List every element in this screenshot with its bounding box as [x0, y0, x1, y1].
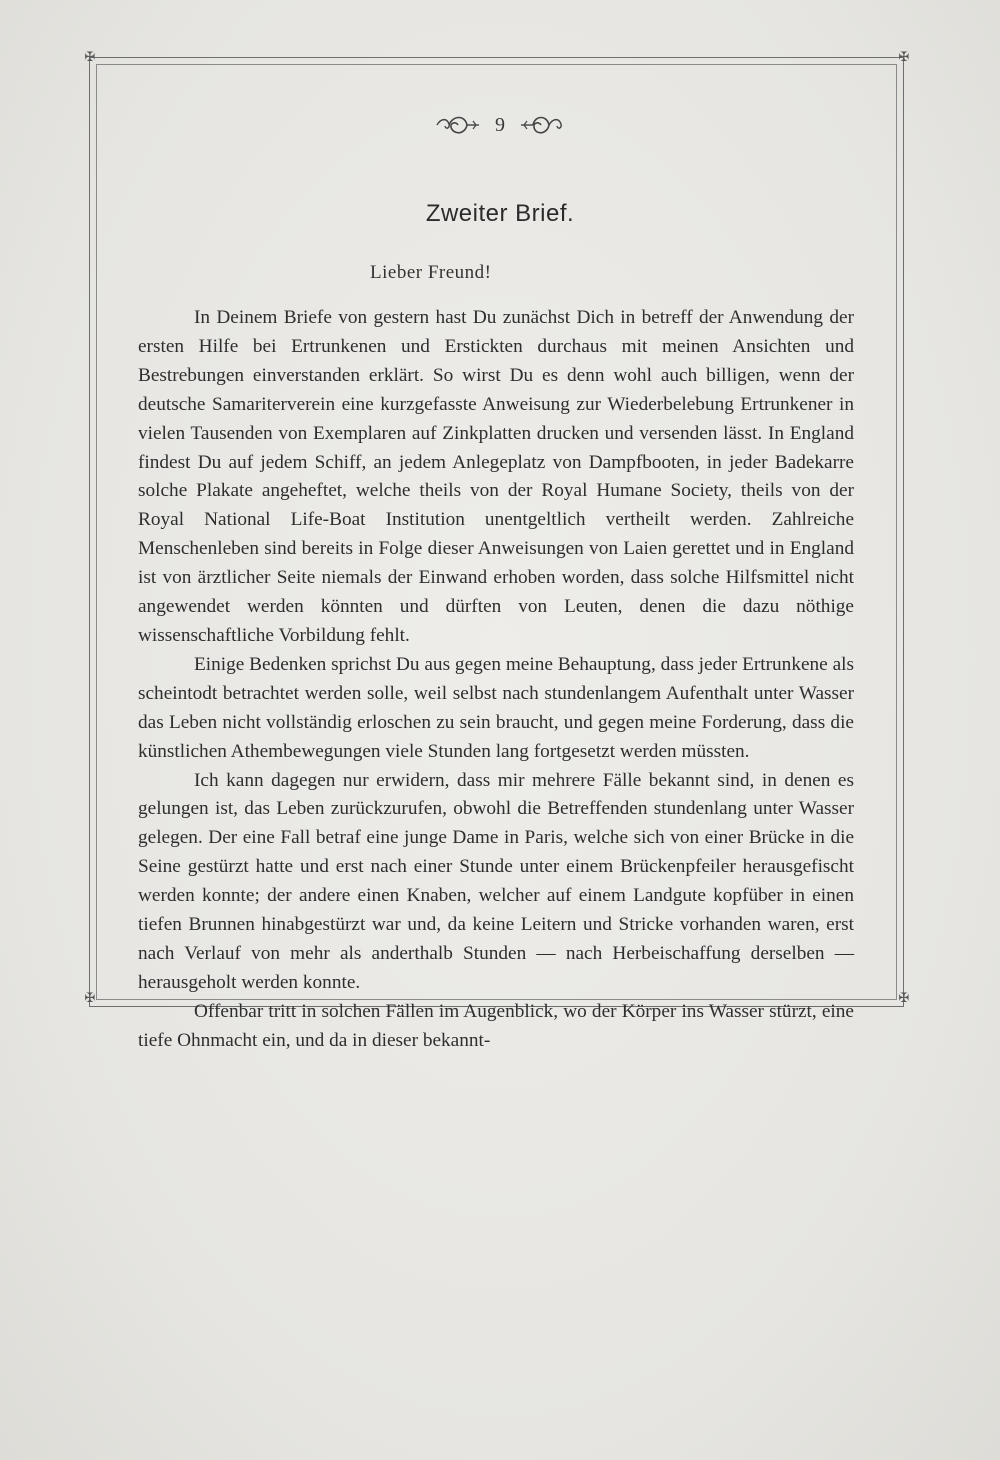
corner-ornament-icon: ✠	[898, 991, 910, 1006]
corner-ornament-icon: ✠	[898, 50, 910, 65]
letter-title: Zweiter Brief.	[425, 200, 575, 227]
paragraph: Ich kann dagegen nur erwidern, dass mir mehrere Fälle bekannt sind, in denen es gelungen ist, das Leben zurückzurufen, obwohl die Betreffenden stundenlang unter Wasser gelegen. Der eine Fall betraf eine junge Dame in Paris, welche sich von einer Brücke in die Seine gestürzt hatte und erst nach einer Stunde unter einem Brückenpfeiler herausgefischt werden konnte; der andere einen Knaben, welcher auf einem Landgute kopfüber in einen tiefen Brunnen hinabgestürzt war und, da keine Leitern und Stricke vorhanden waren, erst nach Verlauf von mehr als anderthalb Stunden — nach Herbeischaffung derselben — herausgeholt werden konnte.	[138, 769, 854, 993]
paragraph: In Deinem Briefe von gestern hast Du zunächst Dich in betreff der Anwendung der ersten Hilfe bei Ertrunkenen und Erstickten durchaus mit meinen Ansichten und Bestrebungen einverstanden erklärt. So wirst Du es denn wohl auch billigen, wenn der deutsche Samariterverein eine kurzgefasste Anweisung zur Wiederbelebung Ertrunkener in vielen Tausenden von Exemplaren auf Zinkplatten drucken und versenden lässt. In England findest Du auf jedem Schiff, an jedem Anlegeplatz von Dampfbooten, in jeder Badekarre solche Plakate angeheftet, welche theils von der Royal Humane Society, theils von der Royal National Life-Boat Institution unentgeltlich vertheilt werden. Zahlreiche Menschenleben sind bereits in Folge dieser Anweisungen von Laien gerettet und in England ist von ärztlicher Seite niemals der Einwand erhoben worden, dass solche Hilfsmittel nicht angewendet werden könnten und dürften von Leuten, denen die dazu nöthige wissenschaftliche Vorbildung fehlt.	[138, 307, 854, 646]
scroll-ornament-left-icon	[435, 112, 481, 138]
corner-ornament-icon: ✠	[84, 991, 96, 1006]
paragraph: Einige Bedenken sprichst Du aus gegen meine Behauptung, dass jeder Ertrunkene als scheintodt betrachtet werden solle, weil selbst nach stundenlangem Aufenthalt unter Wasser das Leben nicht vollständig erloschen zu sein braucht, und gegen meine Forderung, dass die künstlichen Athembewegungen viele Stunden lang fortgesetzt werden müssten.	[138, 653, 854, 762]
body-text	[138, 304, 854, 1056]
scroll-ornament-right-icon	[519, 112, 565, 138]
page-number: 9	[495, 114, 505, 136]
salutation: Lieber Freund!	[370, 262, 492, 283]
corner-ornament-icon: ✠	[84, 50, 96, 65]
paragraph: Offenbar tritt in solchen Fällen im Augenblick, wo der Körper ins Wasser stürzt, eine tiefe Ohnmacht ein, und da in dieser bekannt-	[138, 1000, 854, 1051]
page-header	[400, 108, 600, 142]
